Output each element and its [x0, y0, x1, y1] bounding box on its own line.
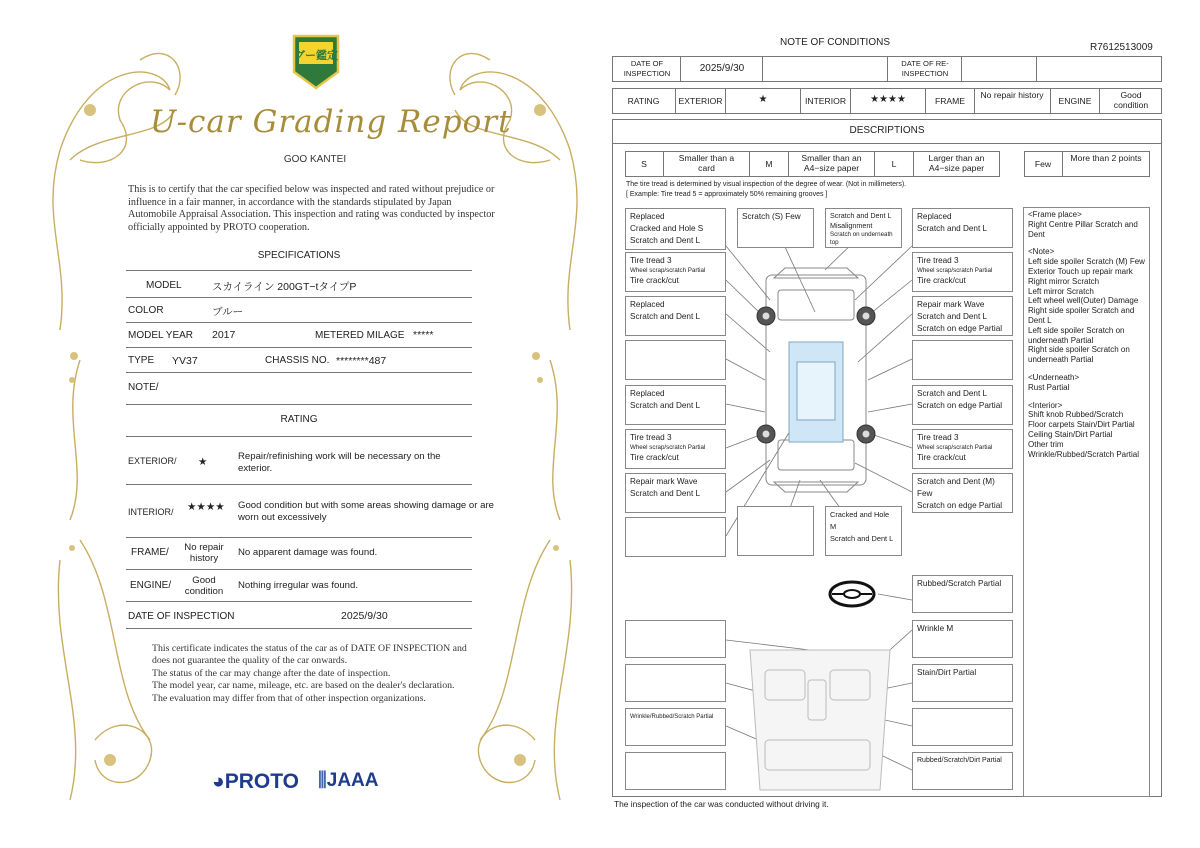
engine-value: Good condition: [184, 575, 224, 597]
note-line: Right side spoiler Scratch and Dent L: [1028, 306, 1135, 325]
color-label: COLOR: [128, 305, 164, 316]
annotation-left-front-tire: Tire tread 3 Wheel scrap/scratch Partial Tire crack/cut: [625, 252, 726, 292]
logo-text: グー鑑定: [294, 49, 338, 62]
engine-description: Nothing irregular was found.: [238, 580, 358, 591]
annotation-right-rear-tire: Tire tread 3 Wheel scrap/scratch Partial Tire crack/cut: [912, 429, 1013, 469]
annotation-right-rear: Scratch and Dent (M) Few Scratch on edge Partial: [912, 473, 1013, 513]
footer-line: The evaluation may differ from that of other inspection organizations.: [152, 692, 426, 704]
annotation-right-front: Replaced Scratch and Dent L: [912, 208, 1013, 248]
specifications-heading: SPECIFICATIONS: [257, 250, 341, 261]
exterior-label: EXTERIOR/: [128, 456, 177, 466]
divider: [126, 270, 472, 271]
note-line: Right mirror Scratch: [1028, 276, 1100, 286]
annotation-rear-bumper: [737, 506, 814, 556]
jaaa-mark-icon: ⫼: [318, 770, 327, 791]
divider: [126, 601, 472, 602]
interior-rating: ★★★★: [870, 94, 906, 105]
note-line: Other trim: [1028, 439, 1064, 449]
annotation-steering: Rubbed/Scratch Partial: [912, 575, 1013, 613]
model-year-value: 2017: [212, 329, 236, 341]
note-line: Right side spoiler Scratch on underneath Partial: [1028, 345, 1130, 365]
rating-label: RATING: [627, 96, 660, 106]
note-line: Left wheel well(Outer) Damage: [1028, 296, 1139, 306]
note-line: Rust Partial: [1028, 382, 1070, 392]
date-of-inspection-value: 2025/9/30: [699, 63, 745, 74]
chassis-value: ********487: [336, 355, 387, 367]
tire-note-example: [ Example: Tire tread 5 = approximately 50% remaining grooves ]: [626, 191, 828, 198]
interior-description: Good condition but with some areas showing damage or are worn out excessively: [238, 500, 494, 523]
frame-label: FRAME: [934, 96, 966, 106]
conditions-title: NOTE OF CONDITIONS: [780, 37, 890, 48]
legend-few-desc: More than 2 points: [1070, 153, 1142, 163]
date-of-reinspection-label: DATE OF RE-INSPECTION: [901, 59, 949, 78]
legend-s: S: [641, 159, 647, 169]
annotation-interior-1: Wrinkle M: [912, 620, 1013, 658]
tire-note: The tire tread is determined by visual inspection of the degree of wear. (Not in millimeters).: [626, 181, 907, 188]
note-line: Shift knob Rubbed/Scratch: [1028, 410, 1124, 420]
issuer-name: GOO KANTEI: [283, 154, 347, 165]
jaaa-logo: ⫼JAAA: [318, 770, 379, 791]
engine-label: ENGINE: [1058, 96, 1092, 106]
exterior-label: EXTERIOR: [678, 96, 723, 106]
annotation-left-rear-tire: Tire tread 3 Wheel scrap/scratch Partial Tire crack/cut: [625, 429, 726, 469]
annotation-left-bottom: [625, 517, 726, 557]
report-title: U-car Grading Report: [150, 104, 512, 140]
notes-panel: [1023, 207, 1150, 797]
footer-line: The model year, car name, mileage, etc. are based on the dealer's declaration.: [152, 680, 455, 692]
interior-label: INTERIOR/: [128, 507, 174, 517]
model-year-label: MODEL YEAR: [128, 330, 194, 341]
divider: [126, 537, 472, 538]
divider: [126, 628, 472, 629]
annotation-interior-left-4: [625, 752, 726, 790]
annotation-left-rear: Repair mark Wave Scratch and Dent L: [625, 473, 726, 513]
legend-m-desc: Smaller than an A4−size paper: [801, 153, 862, 173]
legend-few: Few: [1034, 159, 1052, 169]
annotation-interior-left-1: [625, 620, 726, 658]
metered-mileage-value: *****: [413, 329, 434, 341]
model-label: MODEL: [146, 280, 182, 291]
legend-m: M: [765, 159, 773, 169]
note-line: Exterior Touch up repair mark: [1028, 266, 1133, 276]
annotation-right-front-tire: Tire tread 3 Wheel scrap/scratch Partial Tire crack/cut: [912, 252, 1013, 292]
goo-kantei-logo: [289, 32, 343, 90]
footer-line: This certificate indicates the status of the car as of DATE OF INSPECTION and does not guarantee the quality of the car onwards.: [152, 643, 467, 667]
metered-mileage-label: METERED MILAGE: [315, 330, 405, 341]
annotation-interior-left-2: [625, 664, 726, 702]
proto-logo: ◕PROTO: [212, 770, 299, 793]
annotation-left-rear-door: Replaced Scratch and Dent L: [625, 385, 726, 425]
annotation-left-front: Replaced Cracked and Hole S Scratch and Dent L: [625, 208, 726, 250]
annotation-right-door: [912, 340, 1013, 380]
annotation-trunk: Cracked and Hole M Scratch and Dent L: [825, 506, 902, 556]
annotation-interior-3: [912, 708, 1013, 746]
certification-statement: This is to certify that the car specified below was inspected and rated without prejudice or influence in a fair manner, in accordance with the standards stipulated by Japan Automobile Appraisal Association. This inspection and rating was conducted by inspector officially appointed by PROTO cooperation.: [128, 184, 495, 233]
annotation-left-fender: Replaced Scratch and Dent L: [625, 296, 726, 336]
annotation-right-fender: Repair mark Wave Scratch and Dent L Scratch on edge Partial: [912, 296, 1013, 336]
descriptions-heading: DESCRIPTIONS: [849, 125, 925, 136]
note-line: <Note>: [1028, 247, 1055, 257]
annotation-hood: Scratch and Dent L Misalignment Scratch on underneath top: [825, 208, 902, 248]
exterior-stars: ★: [198, 456, 208, 468]
steering-wheel-icon: [830, 582, 874, 606]
divider: [126, 436, 472, 437]
color-value: ブルー: [212, 306, 244, 318]
annotation-interior-2: Stain/Dirt Partial: [912, 664, 1013, 702]
conditions-footer: The inspection of the car was conducted without driving it.: [614, 799, 829, 809]
legend-l: L: [891, 159, 897, 169]
legend-s-desc: Smaller than a card: [678, 153, 735, 173]
frame-value: No repair history: [184, 542, 224, 564]
annotation-front-bumper: Scratch (S) Few: [737, 208, 814, 248]
note-line: Left mirror Scratch: [1028, 286, 1094, 296]
divider: [126, 297, 472, 298]
divider: [126, 404, 472, 405]
exterior-description: Repair/refinishing work will be necessary on the exterior.: [238, 451, 441, 474]
engine-label: ENGINE/: [130, 580, 172, 591]
annotation-interior-left-3: Wrinkle/Rubbed/Scratch Partial: [625, 708, 726, 746]
frame-value: No repair history: [980, 90, 1044, 100]
frame-label: FRAME/: [131, 547, 169, 558]
interior-stars: ★★★★: [187, 501, 225, 513]
legend-l-desc: Larger than an A4−size paper: [928, 153, 985, 173]
note-line: Left side spoiler Scratch on underneath Partial: [1028, 325, 1125, 345]
interior-label: INTERIOR: [804, 96, 847, 106]
date-of-inspection-value: 2025/9/30: [341, 610, 388, 622]
engine-value: Good condition: [1113, 90, 1149, 110]
model-value: スカイライン 200GT−tタイプP: [212, 281, 357, 293]
divider: [126, 372, 472, 373]
note-line: <Frame place>: [1028, 210, 1082, 219]
chassis-label: CHASSIS NO.: [265, 355, 330, 366]
note-line: Wrinkle/Rubbed/Scratch Partial: [1028, 449, 1140, 459]
divider: [126, 569, 472, 570]
type-value: YV37: [172, 355, 198, 367]
note-line: Ceiling Stain/Dirt Partial: [1028, 429, 1113, 439]
divider: [126, 484, 472, 485]
rating-heading: RATING: [280, 414, 318, 425]
annotation-left-door: [625, 340, 726, 380]
note-line: Left side spoiler Scratch (M) Few: [1028, 257, 1145, 267]
divider: [126, 347, 472, 348]
report-id: R7612513009: [1090, 42, 1153, 53]
annotation-interior-4: Rubbed/Scratch/Dirt Partial: [912, 752, 1013, 790]
note-line: <Underneath>: [1028, 372, 1080, 382]
footer-line: The status of the car may change after the date of inspection.: [152, 667, 391, 679]
note-line: <Interior>: [1028, 400, 1063, 410]
exterior-rating: ★: [758, 94, 768, 105]
note-line: Right Centre Pillar Scratch and Dent: [1028, 219, 1138, 239]
proto-mark-icon: ◕: [212, 770, 225, 793]
type-label: TYPE: [128, 355, 155, 366]
divider: [126, 322, 472, 323]
note-label: NOTE/: [128, 382, 159, 393]
certificate-footer: [152, 643, 482, 705]
frame-description: No apparent damage was found.: [238, 547, 378, 558]
annotation-right-rear-door: Scratch and Dent L Scratch on edge Partial: [912, 385, 1013, 425]
date-of-inspection-label: DATE OF INSPECTION: [128, 611, 235, 622]
note-line: Floor carpets Stain/Dirt Partial: [1028, 420, 1135, 430]
date-of-inspection-label: DATE OF INSPECTION: [623, 59, 671, 78]
